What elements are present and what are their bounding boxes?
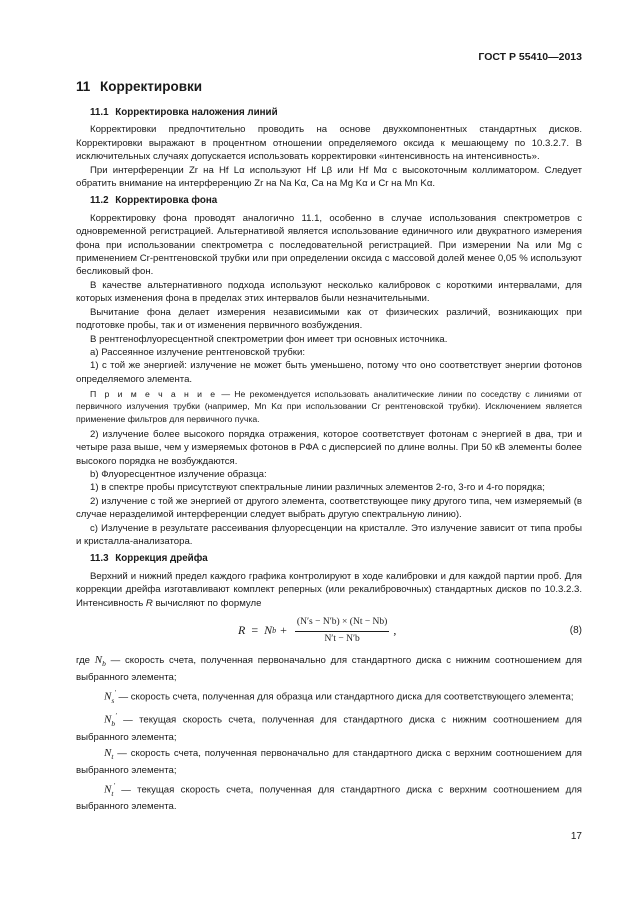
subsection-number: 11.1	[90, 107, 109, 118]
definition-text: — текущая скорость счета, полученная для стандартного диска с верхним соотношением для выбранного элемента.	[76, 784, 582, 813]
definition-ns	[76, 687, 582, 707]
paragraph: Корректировки предпочтительно проводить на основе двухкомпонентных стандартных дисков. Корректировки выражают в процентном отношении определяемого оксида к мешающему по 10.3.2.7. В исключительных случаях допускается использовать корректировки «интенсивность на интенсивность».	[76, 124, 582, 163]
subsection-title: Корректировка наложения линий	[115, 107, 278, 118]
where-word: где	[76, 655, 91, 667]
list-item: а) Рассеянное излучение рентгеновской трубки:	[90, 346, 306, 358]
definition-text: — скорость счета, полученная первоначально для стандартного диска с верхним соотношением для выбранного элемента;	[76, 747, 582, 776]
formula-numerator: (N′s − N′b) × (Nt − Nb)	[295, 616, 389, 631]
list-item: 1) в спектре пробы присутствуют спектральные линии различных элементов 2-го, 3-го и 4-го порядка;	[90, 482, 545, 494]
note	[76, 388, 582, 425]
formula-lhs: R	[238, 623, 246, 638]
list-item: c) Излучение в результате рассеивания флуоресценции на кристалле. Это излучение зависит от типа пробы и кристалла-анализатора.	[76, 522, 582, 547]
formula-expression: R = N b + $\frac{(N's - N'b) \times (Nt - Nb)}{N't - N'b}$ ,	[238, 614, 396, 648]
symbol: $N_b$	[94, 654, 106, 669]
paragraph: Корректировку фона проводят аналогично 11.1, особенно в случае использования спектрометров с одновременной регистрацией. Альтернативой является использование единичного или двукратного измерения фона при использовании спектрометра с последовательной регистрацией. При измерении Na или Mg с применением Cr-рентгеновской трубки или при определении оксида с массовой долей менее 0,05 % используют бесликовый фон.	[76, 212, 582, 278]
formula-tail: ,	[393, 623, 397, 638]
paragraph	[76, 570, 582, 610]
definition-text: — скорость счета, полученная для образца или стандартного диска для соответствующего элемента;	[115, 691, 574, 703]
symbol: $N_t'$	[104, 781, 115, 798]
section-title: Корректировки	[100, 79, 203, 94]
symbol: $N_t$	[104, 746, 114, 762]
formula-nb: N	[264, 623, 273, 638]
definition-nt	[76, 747, 582, 777]
formula-nb-sub: b	[272, 626, 277, 636]
definition-text: — скорость счета, полученная первоначально для стандартного диска с нижним соотношением для выбранного элемента;	[76, 655, 582, 683]
symbol: $N_b'$	[104, 712, 117, 729]
list-item: 1) с той же энергией: излучение не может быть уменьшено, потому что оно соответствует энергии фотонов определяемого элемента.	[76, 360, 582, 385]
formula-denominator: N′t − N′b	[324, 633, 360, 644]
symbol: $N_s'$	[104, 689, 116, 705]
paragraph-text: вычисляют по формуле	[152, 597, 262, 609]
page-content	[76, 78, 582, 814]
subsection-title: Коррекция дрейфа	[115, 553, 208, 565]
definition-nb	[76, 654, 582, 684]
section-number: 11	[76, 79, 91, 94]
section-heading	[76, 78, 582, 96]
subsection-heading-11-1	[76, 106, 582, 119]
definition-nt-prime	[76, 780, 582, 814]
equation-number: (8)	[569, 625, 582, 637]
definition-text: — текущая скорость счета, полученная для стандартного диска с нижним соотношением для выбранного элемента;	[76, 714, 582, 743]
paragraph-text: Верхний и нижний предел каждого графика контролируют в ходе калибровки и для каждой партии проб. Для коррекции дрейфа изготавливают комплект реперных (или рекалибровочных) стандартных дисков по 10.3.2.3. Интенсивность	[76, 570, 582, 609]
subsection-number: 11.3	[90, 553, 109, 565]
subsection-number: 11.2	[90, 195, 109, 207]
definition-nb-prime	[76, 710, 582, 744]
subsection-heading-11-3	[76, 552, 582, 565]
standard-number: ГОСТ Р 55410—2013	[478, 51, 582, 63]
page-number: 17	[570, 831, 582, 842]
note-label: П р и м е ч а н и е	[90, 389, 218, 400]
definitions	[76, 654, 582, 814]
paragraph: При интерференции Zr на Hf Lα используют Hf Lβ или Hf Mα с высокоточным коллиматором. Следует обратить внимание на интерференцию Zr на Na Kα, Ca на Mg Kα и Cr на Mn Kα.	[76, 164, 582, 190]
note-text: — Не рекомендуется использовать аналитические линии по соседству с линиями от первичного излучения трубки (например, Mn Kα при использовании Cr рентгеновской трубки). Исключением является применение фильтров для первичного пучка.	[76, 389, 582, 424]
subsection-heading-11-2	[76, 194, 582, 207]
list-item: 2) излучение с той же энергией от другого элемента, соответствующее пику другого типа, чем измеряемый (в случае неразделимой интерференции следует выбрать другую спектральную линию).	[76, 495, 582, 521]
formula-fraction	[295, 616, 389, 646]
paragraph: В качестве альтернативного подхода используют несколько калибровок с короткими интервалами, для которых изменения фона в пределах этих интервалов были незначительными.	[76, 279, 582, 305]
list-item: 2) излучение более высокого порядка отражения, которое соответствует фотонам с энергией в два, три и четыре раза выше, чем у измеряемых фотонов в РФА с дисперсией по длине волны. При 50 кВ элементы более высокого порядка не возбуждаются.	[76, 428, 582, 467]
variable-r: R	[145, 597, 153, 609]
formula-8	[76, 614, 582, 648]
paragraph: В рентгенофлуоресцентной спектрометрии фон имеет три основных источника.	[90, 333, 448, 345]
subsection-title: Корректировка фона	[115, 195, 218, 207]
list-item: b) Флуоресцентное излучение образца:	[90, 468, 267, 480]
paragraph: Вычитание фона делает измерения независимыми как от физических различий, возникающих при подготовке пробы, так и от изменения первичного возбуждения.	[76, 306, 582, 332]
